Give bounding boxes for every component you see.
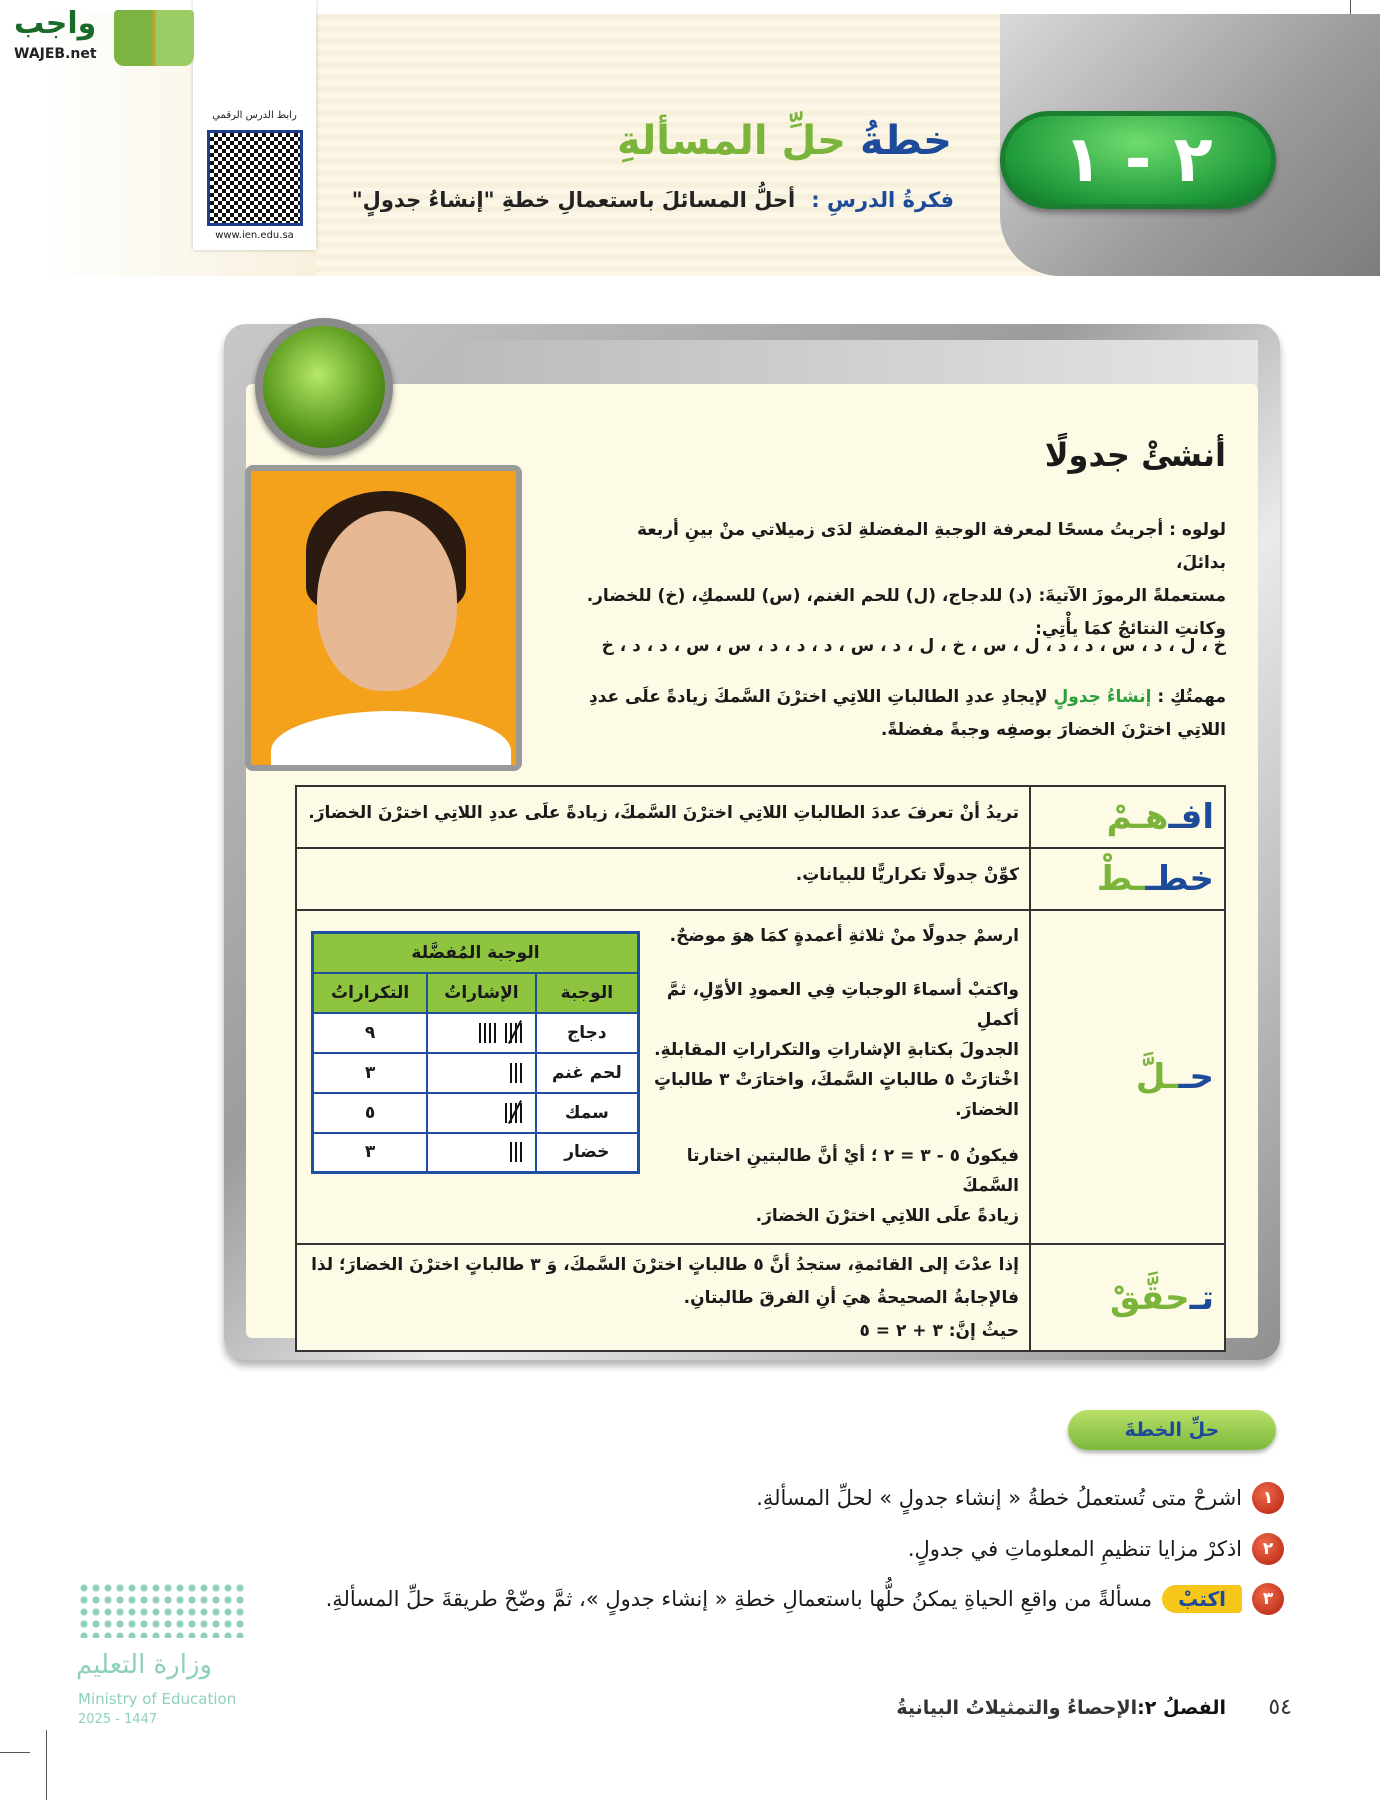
lesson-idea: فكرةُ الدرسِ :أحلُّ المسائلَ باستعمالِ خطةِ "إنشاءُ جدولٍ" (351, 188, 954, 212)
meal-cell: خضار (536, 1133, 639, 1173)
green-ball-decoration (255, 318, 393, 456)
col-header: الوجبة (536, 973, 639, 1013)
qr-url[interactable]: www.ien.edu.sa (215, 230, 294, 241)
lesson-title: خطةُ حلِّ المسألةِ (616, 118, 952, 164)
qr-label: رابط الدرس الرقمي (212, 110, 297, 121)
crop-mark (46, 1730, 47, 1800)
tally-cell (427, 1133, 536, 1173)
meal-cell: دجاج (536, 1013, 639, 1053)
tally-row (313, 1133, 639, 1173)
step-text: كوِّنْ جدولًا تكراريًّا للبياناتِ. (795, 865, 1019, 885)
tally-mark (509, 1063, 524, 1083)
meal-cell: لحم غنم (536, 1053, 639, 1093)
question-3: ٣ اكتبْ مسألةً من واقعِ الحياةِ يمكنُ حلُّها باستعمالِ خطةِ « إنشاء جدولٍ »، ثمَّ وضّحْ طريقةَ حلِّ المسألةِ. (326, 1583, 1284, 1615)
col-header: التكراراتُ (313, 973, 428, 1013)
step-label: تـ حقَّقْ (1029, 1245, 1224, 1350)
frequency-cell: ٣ (313, 1053, 428, 1093)
ministry-name-ar: وزارة التعليم (76, 1650, 213, 1680)
footer-chapter: الفصلُ ٢:الإحصاءُ والتمثيلاتُ البيانيةُ (896, 1697, 1226, 1719)
crop-mark (0, 1752, 30, 1753)
step-text: تريدُ أنْ تعرفَ عددَ الطالباتِ اللاتِي اخترْنَ السَّمكَ، زيادةً علَى عددِ اللاتِي اخترْنَ الخضارَ. (308, 803, 1019, 823)
step-label: افـ هـمْ (1029, 787, 1224, 847)
col-header: الإشاراتُ (427, 973, 536, 1013)
question-number: ٣ (1252, 1583, 1284, 1615)
plan-heading: حلِّ الخطةَ (1068, 1410, 1276, 1450)
data-sequence: خ ، ل ، د ، س ، د ، د ، ل ، س ، خ ، ل ، د ، س ، د ، د ، د ، س ، س ، د ، د ، خ (601, 636, 1226, 656)
task-paragraph: مهمتُكِ : إنشاءُ جدولٍ لإيجادِ عددِ الطالباتِ اللاتِي اخترْنَ السَّمكَ زيادةً علَى عددِ اللاتِي اخترْنَ الخضارَ بوصفِه وجبةً مفضلةً. (588, 687, 1226, 740)
photo-face (317, 511, 457, 691)
tally-mark (509, 1142, 524, 1162)
tally-row (313, 1013, 639, 1053)
section-heading: أنشئْ جدولًا (1044, 436, 1226, 474)
logo-latin: WAJEB.net (14, 46, 97, 62)
step-text: ارسمْ جدولًا منْ ثلاثةِ أعمدةٍ كمَا هوَ موضحٌ. واكتبْ أسماءَ الوجباتِ فِي العمودِ الأوّلِ، ثمَّ أكملِ الجدولَ بكتابةِ الإشاراتِ والتكراراتِ المقابلةِ. اخْتارَتْ ٥ طالباتٍ السَّمكَ، واختارَتْ ٣ طالباتٍ الخضارَ. فيكونُ ٥ - ٣ = ٢ ؛ أيْ أنَّ طالبتينِ اختارتا السَّمكَ زيادةً علَى اللاتِي اخترْنَ الخضارَ. (654, 926, 1019, 1226)
logo-arabic: واجب (14, 6, 97, 41)
step-plan (297, 849, 1224, 911)
qr-code[interactable] (207, 130, 303, 226)
ministry-year: 2025 - 1447 (78, 1712, 158, 1727)
ministry-name-en: Ministry of Education (78, 1690, 237, 1708)
tally-cell (427, 1093, 536, 1133)
intro-paragraph: لولوه : أجريتُ مسحًا لمعرفة الوجبةِ المفضلةِ لدَى زميلاتي منْ بينِ أربعة بدائلَ، مستعملةً الرموزَ الآتيةَ: (د) للدجاج، (ل) للحم الغنم، (س) للسمكِ، (خ) للخضار. وكانتِ النتائجُ كمَا يأْتِي: (586, 520, 1226, 639)
step-label: حـ ـلَّ (1029, 911, 1224, 1243)
book-icon (114, 10, 194, 66)
question-2: ٢ اذكرْ مزايا تنظيمِ المعلوماتِ في جدولٍ. (908, 1533, 1284, 1565)
step-solve (297, 911, 1224, 1245)
frequency-cell: ٥ (313, 1093, 428, 1133)
photo-shirt (271, 711, 511, 771)
step-text: إذا عدْتَ إلى القائمةِ، ستجدُ أنَّ ٥ طالباتٍ اخترْنَ السَّمكَ، وَ ٣ طالباتٍ اخترْنَ الخضارَ؛ لذا فالإجابةُ الصحيحةُ هيَ أنِ الفرقَ طالبتانِ. حيثُ إنَّ: ٣ + ٢ = ٥ (311, 1255, 1019, 1341)
step-understand (297, 787, 1224, 849)
tally-mark (504, 1023, 524, 1043)
student-photo (245, 465, 522, 771)
lesson-number-badge: ٢ - ١ (1000, 111, 1276, 209)
frequency-cell: ٣ (313, 1133, 428, 1173)
tally-row (313, 1053, 639, 1093)
ministry-logo-icon (78, 1582, 248, 1638)
step-check (297, 1245, 1224, 1350)
page-number: ٥٤ (1268, 1695, 1292, 1720)
step-label: خطـ ـطْ (1029, 849, 1224, 909)
meal-cell: سمك (536, 1093, 639, 1133)
frequency-cell: ٩ (313, 1013, 428, 1053)
tally-cell (427, 1053, 536, 1093)
question-number: ٢ (1252, 1533, 1284, 1565)
question-1: ١ اشرحْ متى تُستعملُ خطةُ « إنشاء جدولٍ » لحلِّ المسألةِ. (756, 1482, 1284, 1514)
write-badge: اكتبْ (1162, 1585, 1242, 1613)
tally-row (313, 1093, 639, 1133)
wajeb-logo (6, 4, 192, 66)
qr-card[interactable] (193, 0, 316, 250)
tally-cell (427, 1013, 536, 1053)
tally-mark (478, 1023, 498, 1043)
question-number: ١ (1252, 1482, 1284, 1514)
tally-title: الوجبة المُفضَّلة (313, 933, 639, 973)
tally-mark (504, 1103, 524, 1123)
problem-solving-table (295, 785, 1226, 1352)
tally-table (311, 931, 640, 1174)
